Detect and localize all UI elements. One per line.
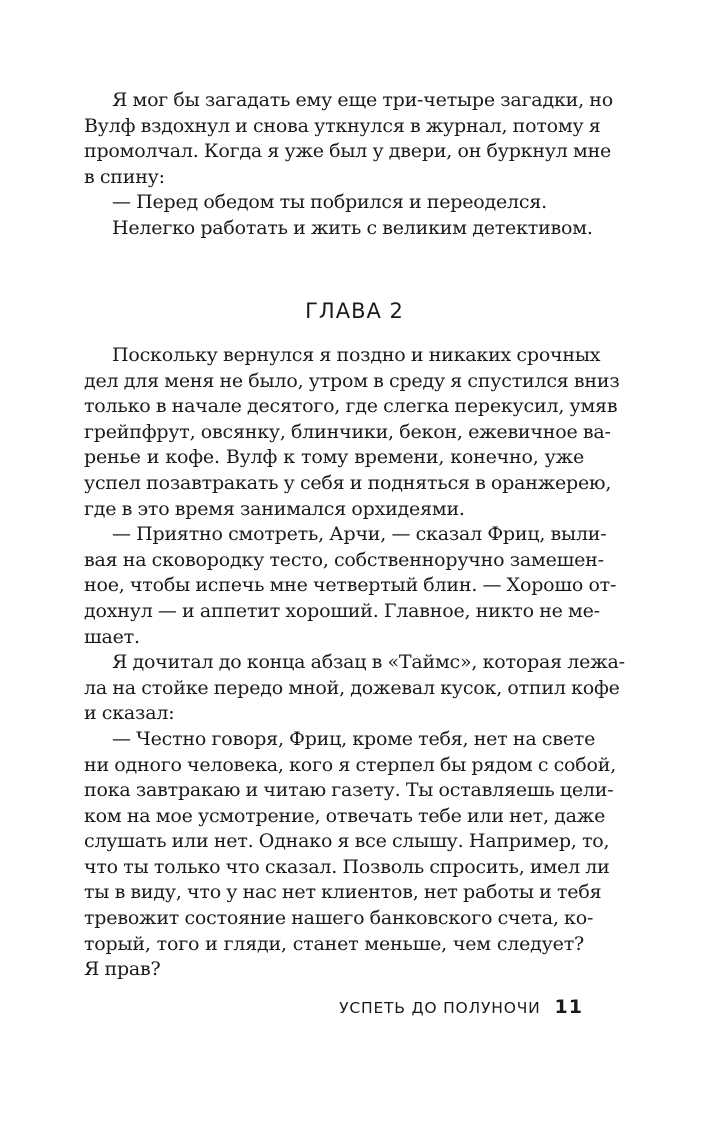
text-line: дел для меня не было, утром в среду я спустился вниз: [84, 369, 620, 392]
text-line: дохнул — и аппетит хороший. Главное, никто не ме-: [84, 599, 600, 622]
text-line: ное, чтобы испечь мне четвертый блин. — Хорошо от-: [84, 574, 617, 597]
text-line: ренье и кофе. Вулф к тому времени, конечно, уже: [84, 446, 584, 469]
text-line: слушать или нет. Однако я все слышу. Например, то,: [84, 830, 610, 853]
text-line: — Приятно смотреть, Арчи, — сказал Фриц, выли-: [112, 523, 607, 546]
text-line: в спину:: [84, 165, 165, 188]
text-line: и сказал:: [84, 702, 175, 725]
text-line: промолчал. Когда я уже был у двери, он буркнул мне: [84, 140, 612, 163]
text-line: где в это время занимался орхидеями.: [84, 497, 465, 520]
text-line: ла на стойке передо мной, дожевал кусок, отпил кофе: [84, 676, 620, 699]
text-line: Я дочитал до конца абзац в «Таймс», которая лежа-: [112, 651, 625, 674]
text-line: ты в виду, что у нас нет клиентов, нет работы и тебя: [84, 881, 602, 904]
intro-text: [84, 88, 613, 242]
chapter-text: [84, 343, 625, 983]
text-line: Я прав?: [84, 958, 161, 981]
text-line: — Перед обедом ты побрился и переоделся.: [112, 191, 547, 214]
text-line: тревожит состояние нашего банковского счета, ко-: [84, 907, 594, 930]
text-line: пока завтракаю и читаю газету. Ты оставляешь цели-: [84, 779, 614, 802]
text-line: Я мог бы загадать ему еще три-четыре загадки, но: [112, 89, 613, 111]
text-line: Поскольку вернулся я поздно и никаких срочных: [112, 344, 601, 366]
text-line: — Честно говоря, Фриц, кроме тебя, нет на свете: [112, 727, 596, 750]
chapter-title: ГЛАВА 2: [305, 299, 404, 323]
text-line: торый, того и гляди, станет меньше, чем следует?: [84, 932, 584, 955]
page-footer: [339, 996, 583, 1018]
text-line: ком на мое усмотрение, отвечать тебе или нет, даже: [84, 804, 606, 827]
text-line: что ты только что сказал. Позволь спросить, имел ли: [84, 855, 610, 878]
page-number: 11: [554, 996, 583, 1018]
running-title: УСПЕТЬ ДО ПОЛУНОЧИ: [339, 999, 541, 1017]
text-line: ни одного человека, кого я стерпел бы рядом с собой,: [84, 753, 617, 776]
text-line: вая на сковородку тесто, собственноручно замешен-: [84, 548, 604, 571]
text-line: шает.: [84, 625, 140, 648]
text-line: Нелегко работать и жить с великим детективом.: [112, 216, 593, 239]
text-line: успел позавтракать у себя и подняться в оранжерею,: [84, 471, 612, 494]
text-line: только в начале десятого, где слегка перекусил, умяв: [84, 395, 618, 418]
text-line: Вулф вздохнул и снова уткнулся в журнал, потому я: [84, 114, 601, 137]
text-line: грейпфрут, овсянку, блинчики, бекон, ежевичное ва-: [84, 420, 611, 443]
